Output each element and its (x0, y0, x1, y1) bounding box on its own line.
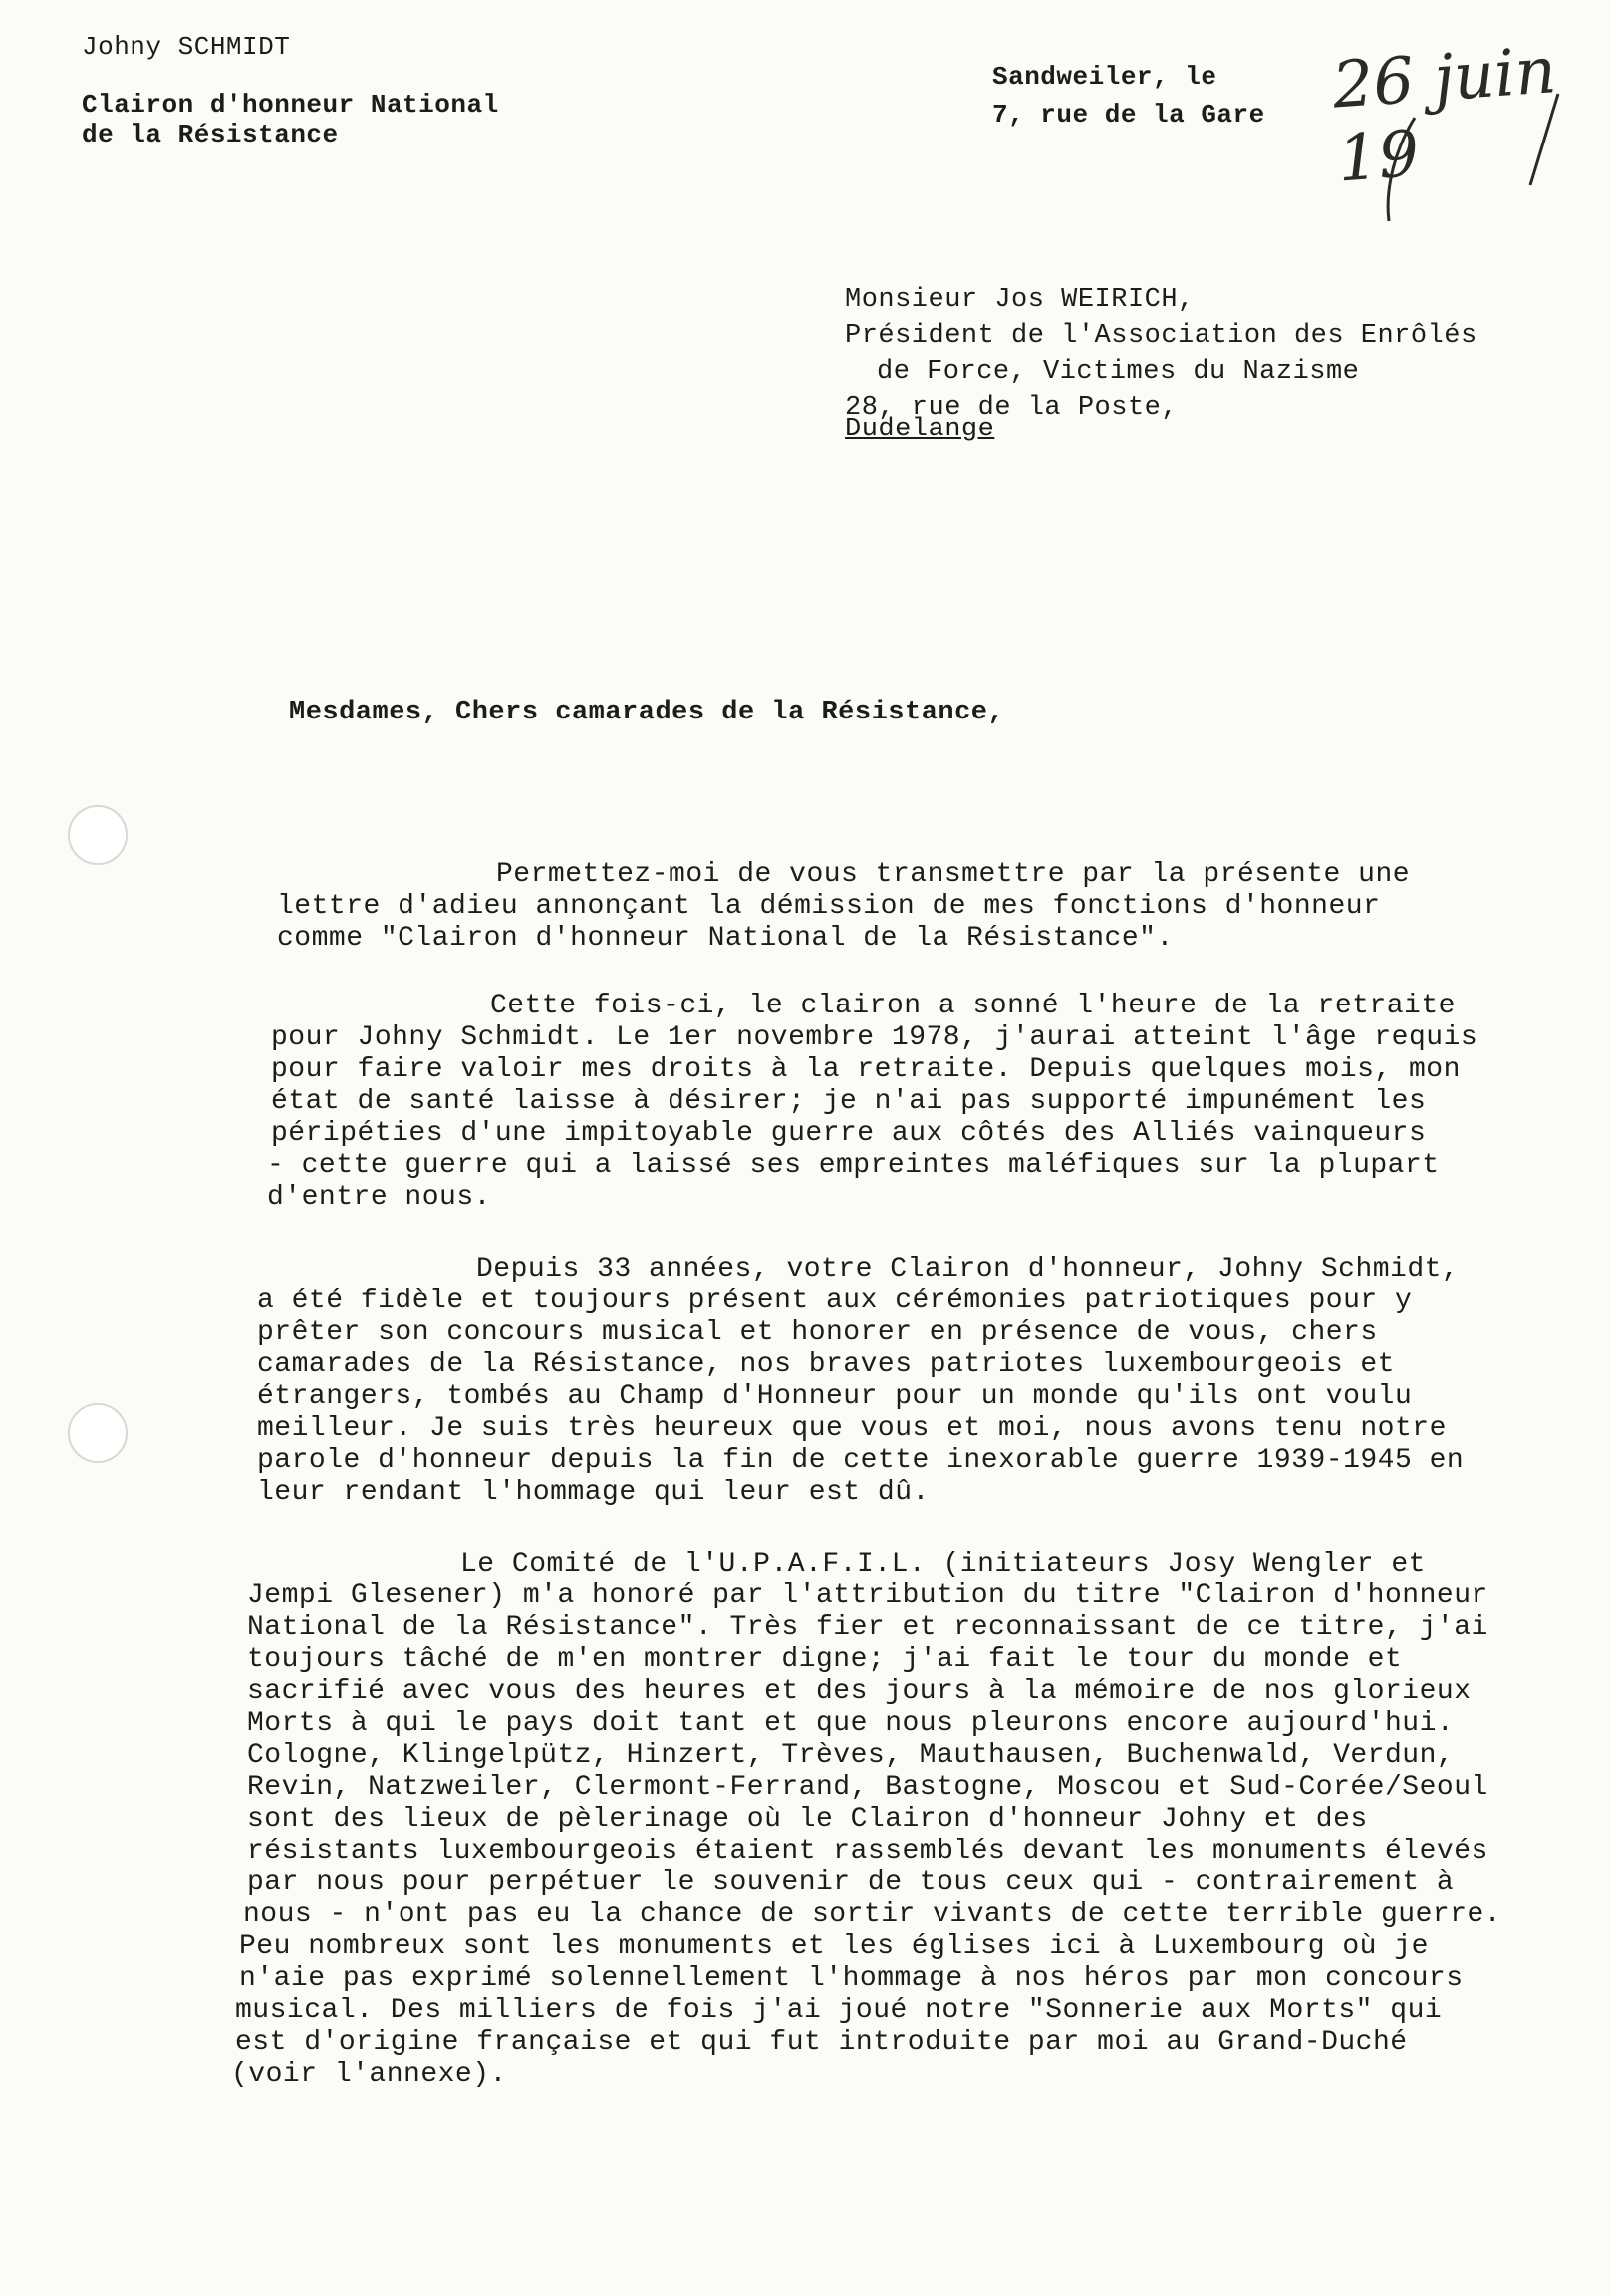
paragraph-line: camarades de la Résistance, nos braves patriotes luxembourgeois et (257, 1349, 1395, 1380)
paragraph-line: leur rendant l'hommage qui leur est dû. (257, 1477, 930, 1508)
paragraph-line: Jempi Glesener) m'a honoré par l'attribution du titre "Clairon d'honneur (247, 1580, 1488, 1611)
paragraph-line: meilleur. Je suis très heureux que vous et moi, nous avons tenu notre (257, 1413, 1447, 1444)
paragraph-line: National de la Résistance". Très fier et reconnaissant de ce titre, j'ai (247, 1612, 1488, 1643)
handwritten-stroke (1375, 110, 1435, 229)
place-street: 7, rue de la Gare (992, 100, 1265, 130)
paragraph-line: Le Comité de l'U.P.A.F.I.L. (initiateurs Josy Wengler et (460, 1549, 1426, 1579)
paragraph-line: Cette fois-ci, le clairon a sonné l'heure de la retraite (490, 991, 1456, 1021)
paragraph-line: lettre d'adieu annonçant la démission de mes fonctions d'honneur (277, 891, 1381, 922)
salutation: Mesdames, Chers camarades de la Résistance, (289, 698, 1005, 727)
sender-title-line2: de la Résistance (82, 120, 339, 149)
paragraph-line: Peu nombreux sont les monuments et les églises ici à Luxembourg où je (239, 1931, 1429, 1962)
handwritten-slash (1524, 90, 1564, 189)
paragraph-line: musical. Des milliers de fois j'ai joué notre "Sonnerie aux Morts" qui (235, 1995, 1443, 2026)
recipient-line-3: de Force, Victimes du Nazisme (877, 357, 1360, 387)
paragraph-line: pour faire valoir mes droits à la retraite. Depuis quelques mois, mon (271, 1054, 1461, 1085)
paragraph-line: d'entre nous. (267, 1182, 491, 1213)
paragraph-line: prêter son concours musical et honorer en présence de vous, chers (257, 1317, 1378, 1348)
paragraph-line: Morts à qui le pays doit tant et que nous pleurons encore aujourd'hui. (247, 1708, 1455, 1739)
punch-hole-bottom (68, 1403, 128, 1463)
paragraph-line: Depuis 33 années, votre Clairon d'honneur, Johny Schmidt, (476, 1254, 1460, 1285)
paragraph-line: sacrifié avec vous des heures et des jours à la mémoire de nos glorieux (247, 1676, 1472, 1707)
paragraph-line: sont des lieux de pèlerinage où le Clairon d'honneur Johny et des (247, 1804, 1368, 1835)
paragraph-line: Cologne, Klingelpütz, Hinzert, Trèves, Mauthausen, Buchenwald, Verdun, (247, 1740, 1455, 1771)
paragraph-line: étrangers, tombés au Champ d'Honneur pour un monde qu'ils ont voulu (257, 1381, 1413, 1412)
paragraph-line: résistants luxembourgeois étaient rassemblés devant les monuments élevés (247, 1836, 1488, 1866)
paragraph-line: nous - n'ont pas eu la chance de sortir vivants de cette terrible guerre. (243, 1899, 1502, 1930)
paragraph-line: (voir l'annexe). (231, 2059, 507, 2090)
recipient-line-2: Président de l'Association des Enrôlés (845, 321, 1477, 351)
paragraph-line: parole d'honneur depuis la fin de cette inexorable guerre 1939-1945 en (257, 1445, 1465, 1476)
paragraph-line: n'aie pas exprimé solennellement l'hommage à nos héros par mon concours (239, 1963, 1464, 1994)
punch-hole-top (68, 805, 128, 865)
paragraph-line: Permettez-moi de vous transmettre par la présente une (496, 859, 1411, 890)
paragraph-line: est d'origine française et qui fut introduite par moi au Grand-Duché (235, 2027, 1408, 2058)
paragraph-line: pour Johny Schmidt. Le 1er novembre 1978, j'aurai atteint l'âge requis (271, 1022, 1478, 1053)
paragraph-line: Revin, Natzweiler, Clermont-Ferrand, Bastogne, Moscou et Sud-Corée/Seoul (247, 1772, 1488, 1803)
recipient-line-4: 28, rue de la Poste, (845, 393, 1179, 423)
recipient-line-1: Monsieur Jos WEIRICH, (845, 285, 1195, 315)
recipient-city: Dudelange (845, 415, 995, 444)
paragraph-line: - cette guerre qui a laissé ses empreintes maléfiques sur la plupart (267, 1150, 1440, 1181)
paragraph-line: a été fidèle et toujours présent aux cérémonies patriotiques pour y (257, 1286, 1413, 1316)
paragraph-line: comme "Clairon d'honneur National de la Résistance". (277, 923, 1174, 954)
sender-title-line1: Clairon d'honneur National (82, 90, 499, 120)
paragraph-line: toujours tâché de m'en montrer digne; j'ai fait le tour du monde et (247, 1644, 1403, 1675)
paragraph-line: état de santé laisse à désirer; je n'ai pas supporté impunément les (271, 1086, 1427, 1117)
handwritten-date: 26 juin 19 (1330, 34, 1559, 197)
paragraph-line: péripéties d'une impitoyable guerre aux côtés des Alliés vainqueurs (271, 1118, 1427, 1149)
paragraph-line: par nous pour perpétuer le souvenir de tous ceux qui - contrairement à (247, 1867, 1455, 1898)
place-city: Sandweiler, le (992, 62, 1217, 92)
sender-name: Johny SCHMIDT (82, 32, 291, 62)
